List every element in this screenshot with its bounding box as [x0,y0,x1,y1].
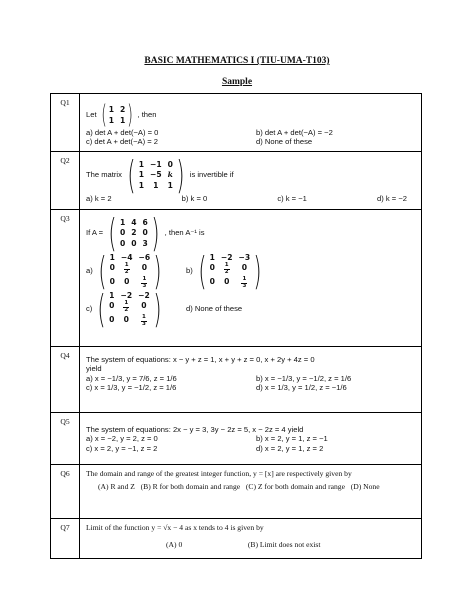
matrix-a: ( 1 2 1 1 ) [100,100,134,130]
question-table [50,93,422,559]
option-b: b) x = 2, y = 1, z = −1 [256,434,328,444]
option-c: (C) Z for both domain and range [245,482,345,492]
question-body: If A = ( 1 4 6 0 2 0 0 0 3 ) , then A⁻¹ is a) ( 1 −4 −6 0 $\frac{1}{2}$ 0 0 0 $\frac{1}{3}$ ) b) ( 1 −2 −3 0 $\frac{1}{2}$ 0 0 0 $\frac{1}{3}$ ) c) ( 1 −2 −2 0 $\frac{1}{2}$ 0 0 0 $\frac{1}{3}$ ) d) None of these [80,210,422,347]
option-b: b) x = −1/3, y = −1/2, z = 1/6 [256,373,352,383]
question-number: Q6 [51,465,80,519]
option-b: b) k = 0 [181,194,208,203]
document-subtitle: Sample [221,77,253,87]
option-d: d) x = 2, y = 1, z = 2 [256,443,324,453]
question-body: The system of equations: x − y + z = 1, x + y + z = 0, x + 2y + 4z = 0 yield a) x = −1/3, y = 7/6, z = 1/6 b) x = −1/3, y = −1/2, z = 1/6 c) x = 1/3, y = −1/2, z = 1/6 d) x = 1/3, y = 1/2, z = −1/6 [80,347,422,413]
option-a: a) ( 1 −4 −6 0 $\frac{1}{2}$ 0 0 0 $\frac{1}{3}$ ) [86,249,162,293]
question-body [80,519,422,559]
question-row-q1 [51,94,422,152]
question-text: Limit of the function y = √x − 4 as x tends to 4 is given by [86,523,264,532]
option-a: a) x = −1/3, y = 7/6, z = 1/6 [86,373,177,383]
question-number: Q7 [51,519,80,559]
question-text: The matrix [86,170,122,180]
question-body [80,413,422,465]
option-d: (D) None [350,482,380,492]
option-b: b) det A + det(−A) = −2 [256,128,333,137]
option-b: (B) R for both domain and range [140,482,241,492]
option-b: b) ( 1 −2 −3 0 $\frac{1}{2}$ 0 0 0 $\frac{1}{3}$ ) [186,249,262,293]
question-number: Q4 [51,347,80,413]
option-d: d) k = −2 [377,194,407,203]
option-c: c) x = 1/3, y = −1/2, z = 1/6 [86,383,177,393]
question-row-q7 [51,519,422,559]
option-d: d) None of these [256,137,313,147]
option-a: a) x = −2, y = 2, z = 0 [86,434,158,444]
matrix-a: ( 1 4 6 0 2 0 0 0 3 ) [108,211,160,255]
question-body [80,465,422,519]
option-c: c) ( 1 −2 −2 0 $\frac{1}{2}$ 0 0 0 $\frac{1}{3}$ ) [86,287,162,331]
option-d: d) None of these [186,304,243,314]
document-title: BASIC MATHEMATICS I (TIU-UMA-T103) [144,56,330,66]
option-c: c) x = 2, y = −1, z = 2 [86,443,158,453]
question-text: Let [86,110,97,120]
question-body: The matrix ( 1 −1 0 1 −5 k 1 1 1 ) is invertible if a) k = 2 b) k = 0 c) k = −1 d) k = −2 [80,152,422,210]
question-text: The domain and range of the greatest integer function, y = [x] are respectively given by [86,469,352,478]
option-a: a) det A + det(−A) = 0 [86,128,159,137]
option-c: c) det A + det(−A) = 2 [86,137,158,147]
question-text: If A = [86,228,104,238]
question-number: Q2 [51,152,80,210]
question-row-q4 [51,347,422,413]
question-number: Q5 [51,413,80,465]
option-a: (A) R and Z [98,482,135,492]
question-text: The system of equations: 2x − y = 3, 3y − 2z = 5, x − 2z = 4 yield [86,425,304,434]
option-a: (A) 0 [166,540,183,550]
option-d: d) x = 1/3, y = 1/2, z = −1/6 [256,383,347,393]
option-c: c) k = −1 [277,194,307,203]
option-a: a) k = 2 [86,194,112,203]
question-row-q3 [51,210,422,347]
option-b: (B) Limit does not exist [247,540,321,550]
question-number: Q3 [51,210,80,347]
matrix: ( 1 −1 0 1 −5 k 1 1 1 ) [127,153,185,197]
question-row-q5 [51,413,422,465]
question-row-q6 [51,465,422,519]
question-number: Q1 [51,94,80,152]
question-body: Let ( 1 2 1 1 ) , then a) det A + det(−A) = 0 b) det A + det(−A) = −2 c) det A + det(−A) = 2 d) None of these [80,94,422,152]
question-row-q2 [51,152,422,210]
question-text: The system of equations: x − y + z = 1, x + y + z = 0, x + 2y + 4z = 0 [86,355,315,364]
